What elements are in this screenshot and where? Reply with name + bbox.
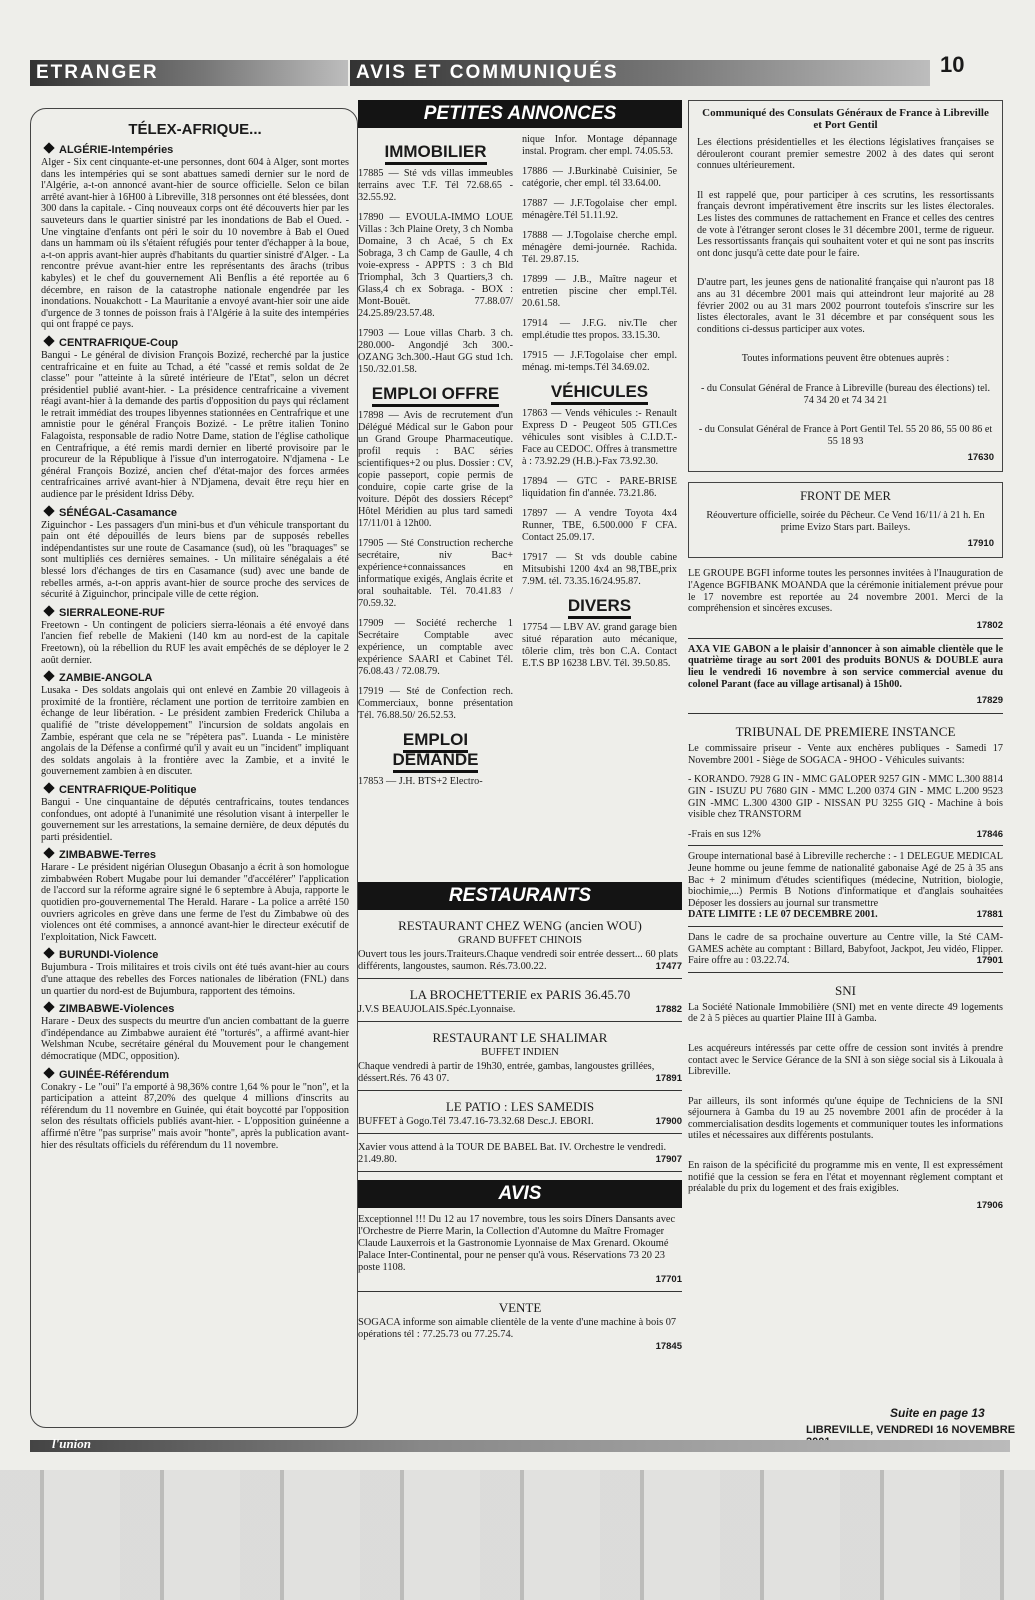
ref-number: 17910 [967,538,994,550]
vehicules-title: VÉHICULES [522,382,677,402]
ref-number: 17630 [967,452,994,464]
ads-right-subcolumn [522,134,677,678]
telex-entry-head: ZAMBIE-ANGOLA [41,672,349,684]
ref-number: 17900 [655,1116,682,1127]
classified-ad: 17754 — LBV AV. grand garage bien situé réparation auto mécanique, tôlerie clim, très bon C.A. Contact E.T.S BP 16238 LBV. Tél. 39.50.85. [522,622,677,669]
classified-ad: 17919 — Sté de Confection rech. Commerciaux, bonne présentation Tél. 76.88.50/ 26.52.53. [358,686,513,721]
telex-entry-text: Alger - Six cent cinquante-et-une personnes, dont 604 à Alger, sont mortes dans les intempéries qui se sont abattues samedi dernier sur le nord de l'Algérie, a-t-on annoncé avant-hier de source officielle. Selon ce bilan arrêté avant-hier à 16H00 à Libreville, 318 personnes ont été blessées, dont 300 dans la capitale. - Cinq nouveaux corps ont été découverts hier par les sauveteurs dans le quartier sinistré par les inondations de Bab el Oued. - Une vingtaine d'enfants ont péri le soir du 10 novembre à Bab el Oued dans un hammam où ils s'étaient réfugiés pour tenter d'échapper à la boue, a-t-on appris avant-hier auprès d'habitants du quartier sinistré d'Alger. - La rencontre prévue avant-hier entre les représentants des ârachs (tribus kabyles) et le chef du gouvernement Ali Benflis a été reportée au 6 décembre, en raison de la catastrophe nationale engendrée par les inondations. Nouakchott - La Mauritanie a envoyé avant-hier soir une aide d'urgence de 3 tonnes de poisson frais à l'Algérie à la suite des intempéries qui ont frappé ce pays. [41,157,349,331]
tribunal-fees: -Frais en sus 12% 17846 [688,828,1003,840]
ref-number: 17477 [655,961,682,972]
telex-entry-head: GUINÉE-Référendum [41,1069,349,1081]
restaurant-ad [358,920,682,979]
consulat-paragraph: Il est rappelé que, pour participer à ces scrutins, les ressortissants français devront impérativement être inscrits sur les listes électorales. Les listes des communes de rattachement en France et celles des centres de vote à l'étranger seront closes le 31 décembre 2001, terme de rigueur. Les ressortissants français qui souhaitent voter et qui ne sont pas inscrits ont donc jusqu'à cette date pour le faire. [697,189,994,259]
section-bar-avis: AVIS ET COMMUNIQUÉS [350,60,930,86]
emploi-demande-title: EMPLOI DEMANDE [358,730,513,770]
restaurant-ad [358,989,682,1022]
classified-ad: 17894 — GTC - PARE-BRISE liquidation fin d'année. 73.21.86. [522,476,677,499]
ref-number: 17846 [976,828,1003,840]
vente-text: SOGACA informe son aimable clientèle de la vente d'une machine à bois 07 opérations tél : 77.25.73 ou 77.25.74. [358,1317,677,1340]
telex-entry-text: Lusaka - Des soldats angolais qui ont enlevé en Zambie 20 villageois à proximité de la frontière, réclament une portion de territoire zambien en échange de leur libération. - Le président zambien Frederick Chiluba a qualifié de "triste développement" l'incursion de soldats angolais en Zambie, espérant que cela ne se "répètera pas". Luanda - Le ministère angolais de la Défense a confirmé qu'il y avait eu un "incident" impliquant des soldats angolais à la frontière avec la Zambie, et a invité le gouvernement zambien à en discuter. [41,685,349,778]
avis-banner: AVIS [358,1180,682,1208]
telex-entry-text: Harare - Deux des suspects du meurtre d'un ancien combattant de la guerre d'indépendance au Zimbabwe auraient été "torturés", a affirmé avant-hier Welshman Ncube, secrétaire général du Mouvement pour le changement démocratique (MDC, opposition). [41,1016,349,1062]
front-de-mer-box [688,482,1003,558]
diamond-bullet-icon [43,142,54,153]
consulat-paragraph: D'autre part, les jeunes gens de nationalité française qui n'auront pas 18 ans au 31 décembre 2001 mais qui atteindront leur majorité au 28 février 2002 ou au 31 mars 2002 pourront toutefois s'inscrire sur les listes électorales, avant le 31 décembre et par conséquent sous les conditions ci-dessus participer aux votes. [697,277,994,335]
restaurant-text: BUFFET à Gogo.Tél 73.47.16-73.32.68 Desc.J. EBORI. [358,1116,594,1127]
emploi-offre-list [358,410,513,722]
classified-ad: 17863 — Vends véhicules :- Renault Express D - Peugeot 505 GTI.Ces véhicules sont visibles à C.I.D.T.- Face au CEDOC. Offres à transmettre à : 73.92.29 (H.B.)-Fax 73.92.30. [522,408,677,467]
vehicules-list [522,408,677,588]
classified-ad: 17898 — Avis de recrutement d'un Délégué Médical sur le Gabon pour un Grand Groupe Pharmaceutique. profil requis : BAC séries scientifiques+2 ou plus. Dossier : CV, copie passeport, copie permis de conduire, copie carte grise de la voiture. Dépôt des dossiers Récept° Hôtel Méridien au plus tard samedi 17/11/01 à 12h00. [358,410,513,529]
consulat-paragraph: Toutes informations peuvent être obtenues auprès : [741,353,950,365]
consulat-paragraph: - du Consulat Général de France à Port Gentil Tel. 55 20 86, 55 00 86 et 55 18 93 [698,424,993,447]
divers-list [522,622,677,670]
middle-column [358,100,682,1352]
diamond-bullet-icon [43,505,54,516]
ref-number: 17829 [976,695,1003,707]
telex-entry-text: Freetown - Un contingent de policiers sierra-léonais a été envoyé dans l'ancien fief rebelle de Makieni (140 km au nord-est de la capitale Freetown), où la rébellion du RUF les avait empêchés de se déployer le 2 août dernier. [41,619,349,666]
consulat-box [688,100,1003,472]
telex-entry-head: CENTRAFRIQUE-Coup [41,337,349,349]
immobilier-title: IMMOBILIER [358,142,513,162]
ref-number: 17907 [655,1154,682,1165]
classified-ad: 17886 — J.Burkinabè Cuisinier, 5e catégorie, cher empl. tél 33.64.00. [522,166,677,189]
groupe-recherche: Groupe international basé à Libreville recherche : - 1 DELEGUE MEDICAL Jeune homme ou jeune femme de nationalité gabonaise Agé de 25 à 35 ans Bac + 2 minimum d'études scientifiques (médecine, Nutrition, biologie, biochimie,...) Permis B Notions d'informatique et d'anglais souhaitées Déposer les dossiers au journal sur transmettre [688,851,1003,909]
cam-games-notice: Dans le cadre de sa prochaine ouverture au Centre ville, la Sté CAM-GAMES achète au comptant : Billard, Babyfoot, Jackpot, Jeu vidéo, Flipper. Faire offre au : 03.22.74. 17901 [688,931,1003,967]
telex-entry-head: BURUNDI-Violence [41,949,349,961]
telex-entry-text: Bangui - Le général de division François Bozizé, recherché par la justice centrafricaine et en fuite au Tchad, a été "cassé et remis soldat de 2e classe" pour "atteinte à la sûreté intérieure de l'Etat", selon un décret présidentiel publié avant-hier. - La présidence centrafricaine a vivement réagi avant-hier à la demande des partis d'opposition du pays qui réclament le retrait immédiat des troupes libyennes stationnées en Centrafrique et une amnistie pour le général François Bozizé. - Le prêtre italien Tonino Falagoista, responsable de radio Notre Dame, station de l'église catholique en Centrafrique, a été remis mardi dernier en liberté provisoire par le procureur de la République à l'issue d'un interrogatoire. N'djamena - Le général François Bozizé, ancien chef d'état-major des forces armées centrafricaines arrivé avant-hier à N'Djamena, devait être reçu hier en audience par le président Idriss Déby. [41,349,349,501]
telex-afrique-box [30,108,358,1428]
diamond-bullet-icon [43,1067,54,1078]
restaurants-list [358,920,682,1172]
telex-entry-head: ZIMBABWE-Violences [41,1003,349,1015]
ads-left-subcolumn [358,134,513,796]
restaurants-banner: RESTAURANTS [358,882,682,910]
ref-number: 17845 [655,1341,682,1352]
classified-ad: 17897 — A vendre Toyota 4x4 Runner, TBE, 6.500.000 F CFA. Contact 25.09.17. [522,508,677,543]
restaurant-name: LE PATIO : LES SAMEDIS [445,1099,595,1114]
restaurant-name: RESTAURANT LE SHALIMAR [432,1030,608,1045]
restaurant-ad [358,1142,682,1172]
restaurant-text: Ouvert tous les jours.Traiteurs.Chaque vendredi soir entrée dessert... 60 plats différents, langoustes, saumon. Rés.73.00.22. [358,949,678,972]
classified-ad: 17887 — J.F.Togolaise cher empl. ménagère.Tél 51.11.92. [522,198,677,221]
consulat-title: Communiqué des Consulats Généraux de France à Libreville et Port Gentil [702,107,989,131]
restaurant-ad [358,1101,682,1134]
dateline: LIBREVILLE, VENDREDI 16 NOVEMBRE [806,1424,1016,1436]
classified-ad: 17888 — J.Togolaise cherche empl. ménagère demi-journée. Rachida. Tél. 29.87.15. [522,230,677,265]
restaurants-section [358,882,682,1353]
right-column [688,100,1003,1213]
restaurant-subtitle: GRAND BUFFET CHINOIS [457,935,583,946]
continued-note: Suite en page 13 [890,1406,985,1420]
classified-ad: 17917 — St vds double cabine Mitsubishi 1200 4x4 an 98,TBE,prix 7.9M. tél. 73.35.16/24.95.87. [522,552,677,587]
diamond-bullet-icon [43,605,54,616]
diamond-bullet-icon [43,1002,54,1013]
newspaper-logo: l'union [52,1436,92,1451]
restaurant-ad [358,1032,682,1091]
tribunal-text: Le commissaire priseur - Vente aux enchères publiques - Samedi 17 Novembre 2001 - Siège de SOGACA - 9HOO - Véhicules suivants: [688,743,1003,766]
background-strip [0,1470,1035,1600]
telex-entry-text: Conakry - Le "oui" l'a emporté à 98,36% contre 1,64 % pour le "non", et la participation a atteint 87,20% des quelque 4 millions d'inscrits au référendum du 11 novembre en Guinée, qui était boycotté par l'opposition selon des résultats officiels publiés avant-hier. - L'opposition guinéenne a affirmé n'être "pas surprise" mais avoir "honte", après la publication avant-hier des résultats officiels du référendum du 11 novembre. [41,1081,349,1151]
bgfi-notice: LE GROUPE BGFI informe toutes les personnes invitées à l'Inauguration de l'Agence BGFIBANK MOANDA que la cérémonie initialement prévue pour le 17 novembre est reportée au 24 novembre 2001. Merci de la compréhension et sincères excuses. 17802 [688,568,1003,631]
telex-entry-head: ZIMBABWE-Terres [41,849,349,861]
diamond-bullet-icon [43,782,54,793]
consulat-paragraph: - du Consulat Général de France à Libreville (bureau des élections) tel. 74 34 20 et 74 34 21 [700,382,991,406]
ref-number: 17906 [976,1199,1003,1211]
sni-paragraph: La Société Nationale Immobilière (SNI) met en vente directe 49 logements de 2 à 5 pièces au quartier Plaine III à Gamba. [688,1001,1003,1025]
sni-paragraph: Les acquéreurs intéressés par cette offre de cession sont invités à prendre contact avec le Service Gérance de la SNI à son siège social sis à Likouala à Libreville. [688,1042,1003,1078]
petites-annonces-banner: PETITES ANNONCES [358,100,682,128]
diamond-bullet-icon [43,848,54,859]
restaurant-text: Chaque vendredi à partir de 19h30, entrée, gambas, langoustes grillées, déssert.Rés. 76 43 07. [358,1061,655,1084]
page-number: 10 [940,52,965,77]
restaurant-name: LA BROCHETTERIE ex PARIS 36.45.70 [409,987,631,1002]
ref-number: 17891 [655,1073,682,1084]
classified-ad: nique Infor. Montage dépannage instal. Program. cher empl. 74.05.53. [522,134,677,157]
emploi-offre-title: EMPLOI OFFRE [358,384,513,404]
avis-exceptionnel: Exceptionnel !!! Du 12 au 17 novembre, tous les soirs Dîners Dansants avec l'Orchestre de Pierre Marin, la Collection d'Automne du Maître Fromager Claude Lauxerrois et la Gastronomie Lyonnaise de Max Grenard. Okoumé Palace Inter-Continental, pour ne penser qu'à vous. Réservations 73 20 23 poste 1108. [358,1214,676,1273]
classified-ad: 17890 — EVOULA-IMMO LOUE Villas : 3ch Plaine Orety, 3 ch Nomba Domaine, 3 ch Acaé, 5 ch Ex Sobraga, 3 ch Camp de Gaulle, 4 ch voie-express - APPTS : 3 ch Bld Triomphal, 3ch 3 Quartiers,3 ch. Glass,4 ch ex Sobraga. - BOX : Mont-Bouët. 77.88.07/ 24.25.89/23.57.48. [358,212,513,319]
axa-notice: AXA VIE GABON a le plaisir d'annoncer à son aimable clientèle que le quatrième tirage au sort 2001 des produits BONUS & DOUBLE aura lieu le vendredi 16 novembre à son service commercial avenue du colonel Parant (face au village artisanal) à 15h00. 17829 [688,643,1003,707]
classified-ad: 17885 — Sté vds villas immeubles terrains avec T.F. Tél 72.68.65 - 32.55.92. [358,168,513,203]
sni-title: SNI [835,982,856,998]
diamond-bullet-icon [43,948,54,959]
classified-ad: 17903 — Loue villas Charb. 3 ch. 280.000- Angondjé 3ch 300.-OZANG 3ch.300.-Haut GG stud 1ch. 150./32.01.58. [358,328,513,375]
demande-first: 17853 — J.H. BTS+2 Electro- [358,776,483,787]
restaurant-text: J.V.S BEAUJOLAIS.Spéc.Lyonnaise. [358,1004,516,1015]
classified-ad: 17914 — J.F.G. niv.Tle cher empl.étudie ttes propos. 33.15.30. [522,318,677,341]
section-bar-etranger: ETRANGER [30,60,348,86]
classified-ad: 17905 — Sté Construction recherche secrétaire, niv Bac+ expérience+connaissances en informatique exigés, Anglais écrite et oral souhaitable. Tél. 70.41.83 / 70.59.32. [358,538,513,609]
ref-number: 17882 [655,1004,682,1015]
classified-ad: 17909 — Société recherche 1 Secrétaire Comptable avec expérience, un comptable avec expérience SAARI et Cabinet Tél. 76.08.43 / 72.08.79. [358,618,513,677]
groupe-deadline: DATE LIMITE : LE 07 DECEMBRE 2001. 17881 [688,909,1003,921]
footer-bar [30,1440,1010,1452]
ref-number: 17802 [976,619,1003,631]
divers-title: DIVERS [522,596,677,616]
telex-entry-text: Bangui - Une cinquantaine de députés centrafricains, toutes tendances confondues, ont adopté à l'unanimité une résolution visant à interpeller le gouvernement sur les arrestations, la semaine dernière, de deux députés du parti présidentiel. [41,796,349,843]
diamond-bullet-icon [43,670,54,681]
classified-ad: 17915 — J.F.Togolaise cher empl. ménag. mi-temps.Tél 34.69.02. [522,350,677,373]
classified-ad: 17899 — J.B., Maître nageur et entretien piscine cher empl.Tél. 20.61.58. [522,274,677,309]
telex-title: TÉLEX-AFRIQUE... [128,121,262,138]
restaurant-name: RESTAURANT CHEZ WENG (ancien WOU) [398,918,642,933]
sni-paragraph: Par ailleurs, ils sont informés qu'une équipe de Techniciens de la SNI séjournera à Gamba du 19 au 25 novembre 2001 afin de procéder à la commercialisation desdits logements et communiquer toutes les informations utiles et nécessaires aux différents postulants. [688,1095,1003,1142]
tribunal-title: TRIBUNAL DE PREMIERE INSTANCE [735,724,956,740]
telex-entry-head: CENTRAFRIQUE-Politique [41,784,349,796]
immobilier-list [358,168,513,376]
front-text: Réouverture officielle, soirée du Pêcheur. Ce Vend 16/11/ à 21 h. En prime Evizo Stars part. Baileys. [706,510,985,533]
telex-entry-text: Ziguinchor - Les passagers d'un mini-bus et d'un véhicule transportant du pain ont été dépouillés de leurs biens par de supposés rebelles indépendantistes sur une route de Casamance (sud), où les "braquages" se sont multipliés ces dernières semaines. - Un militaire sénégalais a été blessé lors d'échanges de tirs en Casamance (sud) avec une bande de rebelles armés, a-t-on appris avant-hier de source proche des services de sécurité à Ziguinchor, principale ville de cette région. [41,519,349,601]
ref-number: 17881 [976,909,1003,921]
restaurant-subtitle: BUFFET INDIEN [481,1047,559,1058]
emploi-demande-list [522,134,677,374]
ref-number: 17901 [976,955,1003,967]
sni-paragraph: En raison de la spécificité du programme mis en vente, Il est expressément notifié que la cession se fera en l'état et moyennant règlement comptant et préalable du prix du logement et des frais exigibles. [688,1160,1003,1195]
front-title: FRONT DE MER [800,489,891,504]
consulat-paragraph: Les élections présidentielles et les élections législatives françaises se dérouleront courant premier semestre 2002 à des dates qui seront connues ultérieurement. [697,137,994,172]
telex-entry-head: SÉNÉGAL-Casamance [41,507,349,519]
diamond-bullet-icon [43,335,54,346]
avis-block [358,1214,682,1352]
vente-title: VENTE [498,1300,542,1315]
telex-entry-text: Harare - Le président nigérian Olusegun Obasanjo a écrit à son homologue zimbabwéen Robert Mugabe pour lui demander "d'accélérer" l'application de l'accord sur la réforme agraire signé le 6 septembre à Abuja, rapporte le quotidien pro-gouvernemental The Herald. Harare - La police a arrêté 150 ouvriers agricoles en grève dans une ferme de l'est du Zimbabwe où des violences ont été commises, a annoncé avant-hier le directeur exécutif de l'exploitation, Nick Fawcett. [41,862,349,943]
telex-entry-head: ALGÉRIE-Intempéries [41,144,349,156]
telex-entry-text: Bujumbura - Trois militaires et trois civils ont été tués avant-hier au cours d'une attaque des rebelles des Forces nationales de libération (FNL) dans un quartier du nord-est de Bujumbura, rapportent des témoins. [41,962,349,997]
restaurant-text: Xavier vous attend à la TOUR DE BABEL Bat. IV. Orchestre le vendredi. 21.49.80. [358,1142,667,1165]
telex-entry-head: SIERRALEONE-RUF [41,607,349,619]
ref-number: 17701 [655,1274,682,1285]
tribunal-list: - KORANDO. 7928 G IN - MMC GALOPER 9257 GIN - MMC L.300 8814 GIN - ISUZU PU 7680 GIN - MMC L.200 0374 GIN - MMC L.200 9523 GIN -MMC L.300 4300 GIP - NISSAN PU 3255 GIQ - Machine à bois visible chez TRANSTORM [688,774,1003,821]
telex-list [41,144,349,1151]
